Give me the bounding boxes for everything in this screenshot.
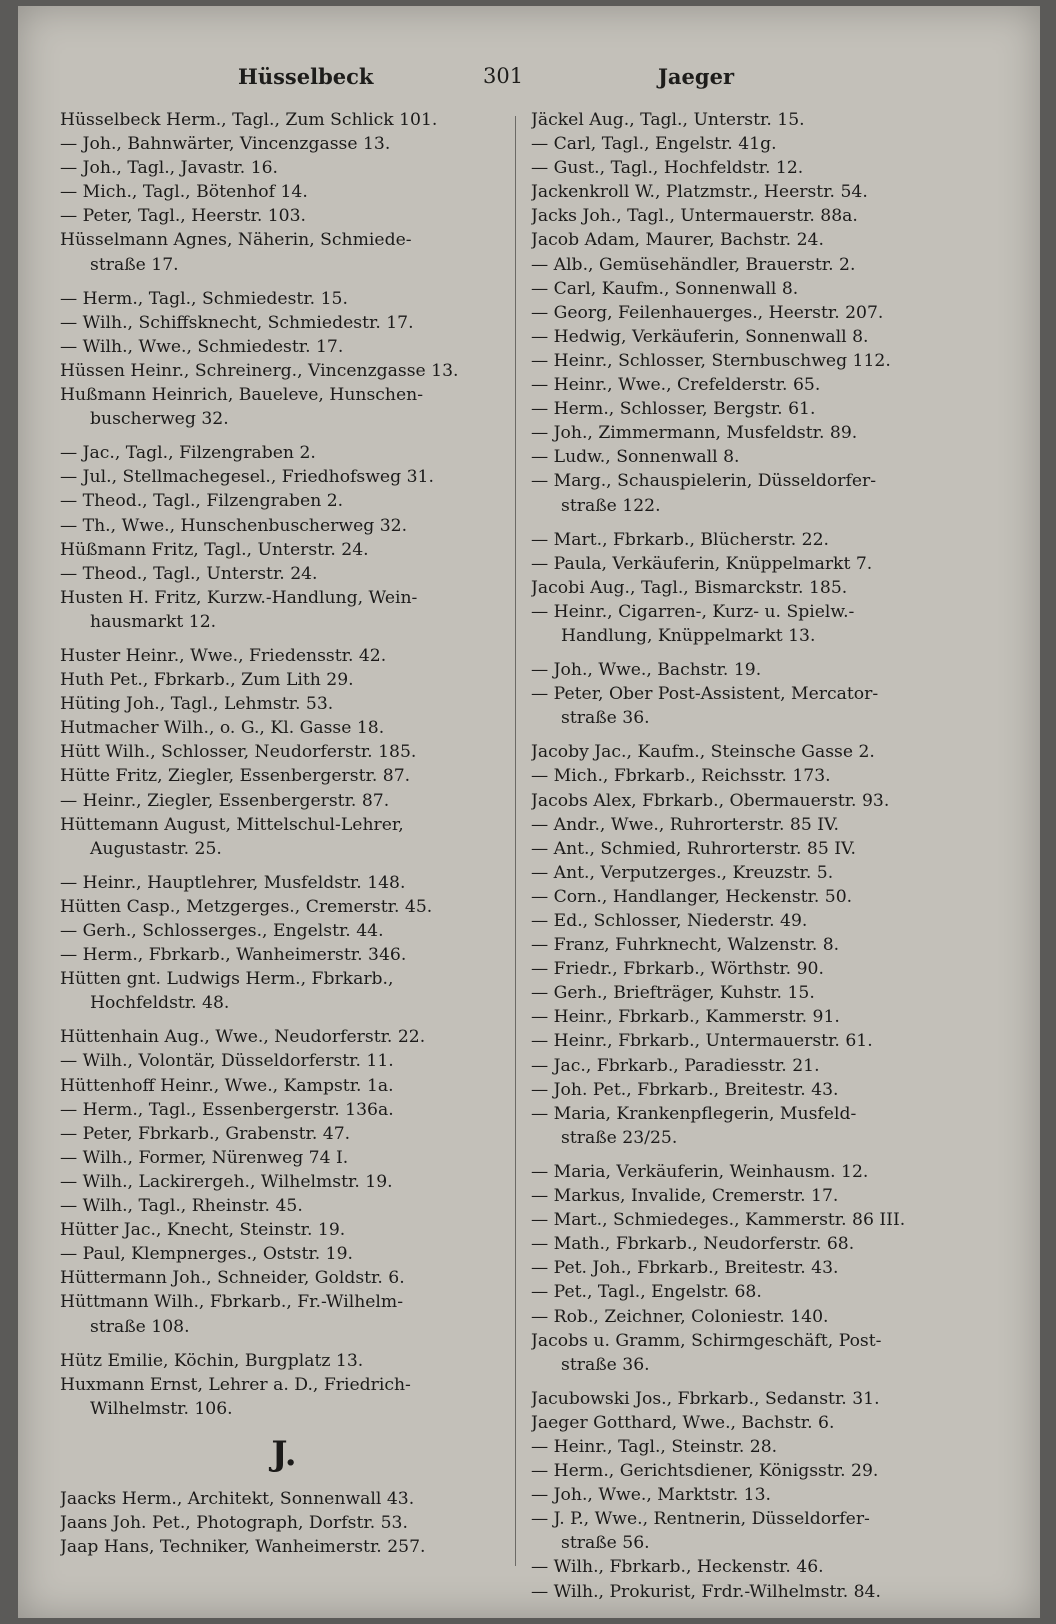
directory-entry: — Rob., Zeichner, Coloniestr. 140.: [531, 1306, 829, 1327]
directory-entry: Hütten gnt. Ludwigs Herm., Fbrkarb.,: [60, 969, 394, 990]
directory-entry: — Georg, Feilenhauerges., Heerstr. 207.: [531, 302, 884, 323]
directory-entry: Jaap Hans, Techniker, Wanheimerstr. 257.: [60, 1537, 426, 1558]
directory-page: [18, 6, 1040, 1618]
entry-spacer: [531, 730, 986, 740]
directory-entry: Jaacks Herm., Architekt, Sonnenwall 43.: [60, 1488, 415, 1509]
directory-entry: — Hedwig, Verkäuferin, Sonnenwall 8.: [531, 326, 869, 347]
directory-entry: Hutmacher Wilh., o. G., Kl. Gasse 18.: [60, 718, 385, 739]
page-number: 301: [483, 64, 524, 88]
directory-entry: Jaans Joh. Pet., Photograph, Dorfstr. 53.: [60, 1512, 408, 1533]
directory-entry: — Alb., Gemüsehändler, Brauerstr. 2.: [531, 254, 856, 275]
directory-entry: Hußmann Heinrich, Baueleve, Hunschen-: [60, 385, 424, 406]
directory-entry: — Herm., Gerichtsdiener, Königsstr. 29.: [531, 1461, 879, 1482]
directory-entry: — Pet., Tagl., Engelstr. 68.: [531, 1282, 762, 1303]
directory-entry: — Jac., Tagl., Filzengraben 2.: [60, 443, 316, 464]
entry-continuation: straße 36.: [561, 708, 650, 729]
directory-entry: — Franz, Fuhrknecht, Walzenstr. 8.: [531, 935, 840, 956]
directory-entry: — Paul, Klempnerges., Oststr. 19.: [60, 1244, 353, 1265]
directory-entry: — Heinr., Tagl., Steinstr. 28.: [531, 1436, 778, 1457]
directory-entry: — Paula, Verkäuferin, Knüppelmarkt 7.: [531, 553, 873, 574]
header-right-keyword: Jaeger: [658, 64, 735, 89]
column-divider: [515, 116, 516, 1566]
directory-entry: — Peter, Fbrkarb., Grabenstr. 47.: [60, 1123, 351, 1144]
entry-continuation: Hochfeldstr. 48.: [90, 993, 230, 1014]
entry-spacer: [531, 518, 986, 528]
directory-entry: Hütter Jac., Knecht, Steinstr. 19.: [60, 1220, 346, 1241]
page-header: [18, 64, 1040, 98]
directory-entry: — J. P., Wwe., Rentnerin, Düsseldorfer-: [531, 1509, 870, 1530]
directory-entry: Jacobs u. Gramm, Schirmgeschäft, Post-: [531, 1330, 882, 1351]
directory-entry: — Herm., Fbrkarb., Wanheimerstr. 346.: [60, 945, 407, 966]
directory-entry: Hüttmann Wilh., Fbrkarb., Fr.-Wilhelm-: [60, 1292, 404, 1313]
directory-entry: — Mich., Fbrkarb., Reichsstr. 173.: [531, 766, 831, 787]
directory-entry: — Wilh., Volontär, Düsseldorferstr. 11.: [60, 1051, 394, 1072]
entry-spacer: [60, 861, 508, 871]
entry-continuation: Wilhelmstr. 106.: [90, 1398, 233, 1419]
entry-continuation: straße 17.: [90, 254, 179, 275]
directory-entry: — Ed., Schlosser, Niederstr. 49.: [531, 911, 808, 931]
directory-entry: Hüttenhoff Heinr., Wwe., Kampstr. 1a.: [60, 1075, 394, 1096]
right-column: [531, 108, 986, 1604]
directory-entry: — Maria, Verkäuferin, Weinhausm. 12.: [531, 1161, 869, 1182]
directory-entry: Hütten Casp., Metzgerges., Cremerstr. 45.: [60, 896, 433, 917]
directory-entry: — Friedr., Fbrkarb., Wörthstr. 90.: [531, 959, 824, 980]
directory-entry: — Gust., Tagl., Hochfeldstr. 12.: [531, 158, 804, 179]
directory-entry: — Herm., Tagl., Schmiedestr. 15.: [60, 288, 348, 309]
directory-entry: — Jac., Fbrkarb., Paradiesstr. 21.: [531, 1055, 820, 1076]
directory-entry: Hüsselbeck Herm., Tagl., Zum Schlick 101.: [60, 110, 438, 130]
directory-entry: — Joh., Bahnwärter, Vincenzgasse 13.: [60, 134, 391, 155]
directory-entry: — Mich., Tagl., Bötenhof 14.: [60, 182, 308, 203]
directory-entry: — Th., Wwe., Hunschenbuscherweg 32.: [60, 515, 408, 536]
directory-entry: Hüßmann Fritz, Tagl., Unterstr. 24.: [60, 539, 369, 560]
directory-entry: — Heinr., Wwe., Crefelderstr. 65.: [531, 375, 821, 396]
directory-entry: Huth Pet., Fbrkarb., Zum Lith 29.: [60, 670, 354, 691]
directory-entry: Jackenkroll W., Platzmstr., Heerstr. 54.: [531, 182, 868, 203]
directory-entry: Huster Heinr., Wwe., Friedensstr. 42.: [60, 645, 387, 666]
directory-entry: — Heinr., Fbrkarb., Untermauerstr. 61.: [531, 1031, 873, 1052]
entry-spacer: [531, 648, 986, 658]
directory-entry: — Wilh., Tagl., Rheinstr. 45.: [60, 1196, 303, 1217]
entry-spacer: [60, 431, 508, 441]
directory-entry: — Peter, Ober Post-Assistent, Mercator-: [531, 684, 879, 705]
directory-entry: — Joh., Wwe., Bachstr. 19.: [531, 660, 762, 681]
entry-spacer: [531, 1377, 986, 1387]
entry-continuation: straße 23/25.: [561, 1127, 678, 1148]
directory-entry: — Maria, Krankenpflegerin, Musfeld-: [531, 1103, 857, 1124]
directory-entry: Hüttenhain Aug., Wwe., Neudorferstr. 22.: [60, 1027, 426, 1048]
left-column: [60, 108, 508, 1559]
entry-continuation: straße 108.: [90, 1316, 190, 1337]
directory-entry: Hüting Joh., Tagl., Lehmstr. 53.: [60, 694, 334, 715]
directory-entry: Jacoby Jac., Kaufm., Steinsche Gasse 2.: [531, 742, 875, 763]
directory-entry: — Mart., Fbrkarb., Blücherstr. 22.: [531, 529, 830, 550]
directory-entry: — Corn., Handlanger, Heckenstr. 50.: [531, 886, 853, 907]
directory-entry: Jacubowski Jos., Fbrkarb., Sedanstr. 31.: [531, 1388, 880, 1409]
directory-entry: — Marg., Schauspielerin, Düsseldorfer-: [531, 471, 877, 492]
directory-entry: — Heinr., Ziegler, Essenbergerstr. 87.: [60, 790, 390, 811]
directory-entry: Hüsselmann Agnes, Näherin, Schmiede-: [60, 230, 412, 251]
directory-entry: — Mart., Schmiedeges., Kammerstr. 86 III.: [531, 1210, 906, 1231]
entry-spacer: [60, 1015, 508, 1025]
directory-entry: — Joh. Pet., Fbrkarb., Breitestr. 43.: [531, 1079, 839, 1100]
directory-entry: — Theod., Tagl., Unterstr. 24.: [60, 563, 318, 584]
directory-entry: — Markus, Invalide, Cremerstr. 17.: [531, 1186, 839, 1207]
directory-entry: — Joh., Tagl., Javastr. 16.: [60, 158, 279, 179]
directory-entry: Jäckel Aug., Tagl., Unterstr. 15.: [531, 110, 805, 130]
directory-entry: — Joh., Zimmermann, Musfeldstr. 89.: [531, 423, 858, 444]
directory-entry: — Heinr., Hauptlehrer, Musfeldstr. 148.: [60, 872, 406, 893]
directory-entry: — Wilh., Former, Nürenweg 74 I.: [60, 1147, 349, 1168]
directory-entry: Hütz Emilie, Köchin, Burgplatz 13.: [60, 1350, 364, 1371]
entry-continuation: Handlung, Knüppelmarkt 13.: [561, 625, 816, 646]
directory-entry: — Heinr., Cigarren-, Kurz- u. Spielw.-: [531, 601, 855, 622]
entry-continuation: straße 56.: [561, 1533, 650, 1554]
directory-entry: — Wilh., Lackirergeh., Wilhelmstr. 19.: [60, 1171, 393, 1192]
directory-entry: Hütt Wilh., Schlosser, Neudorferstr. 185.: [60, 742, 417, 763]
directory-entry: Hüttemann August, Mittelschul-Lehrer,: [60, 814, 404, 835]
entry-continuation: hausmarkt 12.: [90, 611, 217, 632]
directory-entry: — Ant., Schmied, Ruhrorterstr. 85 IV.: [531, 838, 856, 859]
entry-spacer: [60, 277, 508, 287]
directory-entry: Husten H. Fritz, Kurzw.-Handlung, Wein-: [60, 587, 418, 608]
directory-entry: — Math., Fbrkarb., Neudorferstr. 68.: [531, 1234, 855, 1255]
entry-continuation: buscherweg 32.: [90, 409, 229, 430]
directory-entry: — Wilh., Wwe., Schmiedestr. 17.: [60, 336, 344, 357]
directory-entry: Hütte Fritz, Ziegler, Essenbergerstr. 87.: [60, 766, 411, 787]
directory-entry: — Herm., Schlosser, Bergstr. 61.: [531, 399, 816, 420]
directory-entry: — Peter, Tagl., Heerstr. 103.: [60, 206, 307, 227]
directory-entry: — Ludw., Sonnenwall 8.: [531, 447, 740, 468]
directory-entry: Hüttermann Joh., Schneider, Goldstr. 6.: [60, 1268, 405, 1289]
directory-entry: — Pet. Joh., Fbrkarb., Breitestr. 43.: [531, 1258, 839, 1279]
entry-spacer: [60, 1339, 508, 1349]
directory-entry: Jaeger Gotthard, Wwe., Bachstr. 6.: [531, 1412, 835, 1433]
directory-entry: — Herm., Tagl., Essenbergerstr. 136a.: [60, 1099, 394, 1120]
directory-entry: — Carl, Kaufm., Sonnenwall 8.: [531, 278, 799, 299]
directory-entry: — Gerh., Briefträger, Kuhstr. 15.: [531, 983, 815, 1004]
entry-spacer: [531, 1150, 986, 1160]
entry-continuation: straße 36.: [561, 1354, 650, 1375]
entry-continuation: Augustastr. 25.: [90, 838, 222, 859]
directory-entry: — Heinr., Fbrkarb., Kammerstr. 91.: [531, 1007, 840, 1028]
directory-entry: — Carl, Tagl., Engelstr. 41g.: [531, 134, 777, 155]
directory-entry: — Heinr., Schlosser, Sternbuschweg 112.: [531, 350, 891, 371]
directory-entry: — Wilh., Schiffsknecht, Schmiedestr. 17.: [60, 312, 414, 333]
directory-entry: — Andr., Wwe., Ruhrorterstr. 85 IV.: [531, 814, 839, 835]
directory-entry: Huxmann Ernst, Lehrer a. D., Friedrich-: [60, 1374, 411, 1395]
entry-continuation: straße 122.: [561, 495, 661, 516]
entry-spacer: [60, 634, 508, 644]
directory-entry: Jacobi Aug., Tagl., Bismarckstr. 185.: [531, 577, 848, 598]
directory-entry: Hüssen Heinr., Schreinerg., Vincenzgasse 13.: [60, 360, 459, 381]
directory-entry: Jacob Adam, Maurer, Bachstr. 24.: [531, 230, 824, 251]
directory-entry: — Gerh., Schlosserges., Engelstr. 44.: [60, 921, 384, 941]
directory-entry: — Ant., Verputzerges., Kreuzstr. 5.: [531, 862, 834, 883]
section-letter: J.: [271, 1433, 297, 1474]
directory-entry: — Joh., Wwe., Marktstr. 13.: [531, 1485, 771, 1506]
header-left-keyword: Hüsselbeck: [238, 64, 374, 89]
directory-entry: — Theod., Tagl., Filzengraben 2.: [60, 491, 344, 512]
directory-entry: Jacobs Alex, Fbrkarb., Obermauerstr. 93.: [531, 790, 890, 811]
directory-entry: — Wilh., Prokurist, Frdr.-Wilhelmstr. 84.: [531, 1581, 881, 1602]
directory-entry: — Jul., Stellmachegesel., Friedhofsweg 31.: [60, 467, 434, 488]
directory-entry: — Wilh., Fbrkarb., Heckenstr. 46.: [531, 1557, 824, 1578]
directory-entry: Jacks Joh., Tagl., Untermauerstr. 88a.: [531, 206, 858, 227]
